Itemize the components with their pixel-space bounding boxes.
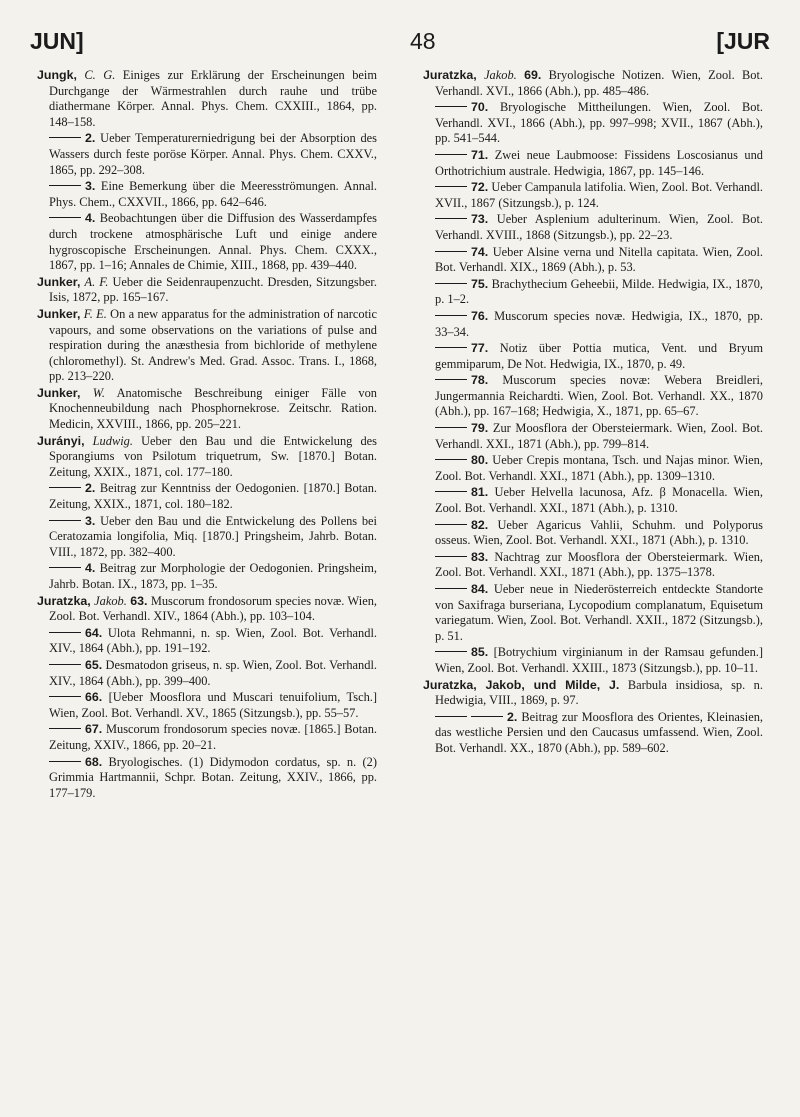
entry-author: Jurányi, — [37, 433, 85, 448]
entry-text: Ueber die Seidenraupenzucht. Dresden, Sitzungsber. Isis, 1872, pp. 165–167. — [49, 274, 377, 305]
entry-number: 84. — [471, 582, 489, 596]
bibliography-entry — [37, 755, 377, 802]
entry-number: 4. — [85, 561, 96, 576]
entry-text: [Botrychium virginianum in der Ramsau gefunden.] Wien, Zool. Bot. Verhandl. XXIII., 1873 (Sitzungsb.), pp. 10–11. — [435, 645, 763, 675]
entry-text: Ulota Rehmanni, n. sp. Wien, Zool. Bot. Verhandl. XIV., 1864 (Abh.), pp. 191–192. — [49, 625, 377, 656]
entry-text: Beitrag zur Kenntniss der Oedogonien. [1870.] Botan. Zeitung, XXIX., 1871, col. 180–182. — [49, 481, 377, 512]
bibliography-entry — [423, 678, 763, 709]
continuation-dash — [49, 567, 81, 568]
page-number: 48 — [410, 28, 436, 54]
entry-author-name: W. — [92, 385, 105, 400]
header-right: [JUR — [716, 28, 770, 54]
entry-number: 75. — [471, 276, 489, 291]
bibliography-entry — [37, 561, 377, 592]
entry-text: Zur Moosflora der Obersteiermark. Wien, Zool. Bot. Verhandl. XXI., 1871 (Abh.), pp. 799–814. — [435, 421, 763, 451]
continuation-dash — [435, 186, 467, 187]
entry-text: Ueber Asplenium adulterinum. Wien, Zool. Bot. Verhandl. XVIII., 1868 (Sitzungsb.), pp. 22–23. — [435, 212, 763, 242]
entry-number: 2. — [85, 481, 96, 496]
entry-number: 85. — [471, 645, 489, 660]
entry-author-name: Jakob. — [484, 68, 517, 82]
entry-number: 78. — [471, 373, 489, 388]
continuation-dash — [49, 185, 81, 186]
entry-number: 65. — [85, 657, 103, 672]
continuation-dash — [49, 520, 81, 521]
continuation-dash — [49, 487, 81, 488]
bibliography-entry — [423, 309, 763, 340]
bibliography-entry — [37, 211, 377, 273]
entry-number: 83. — [471, 549, 489, 564]
continuation-dash — [49, 217, 81, 218]
entry-author: Junker, — [37, 306, 81, 321]
bibliography-entry — [423, 68, 763, 99]
continuation-dash — [435, 218, 467, 219]
bibliography-entry — [37, 434, 377, 481]
continuation-dash — [49, 632, 81, 633]
bibliography-entry — [37, 626, 377, 657]
bibliography-entry — [423, 453, 763, 484]
continuation-dash — [435, 556, 467, 557]
entry-text: Ueber Agaricus Vahlii, Schuhm. und Polyporus osseus. Wien, Zool. Bot. Verhandl. XXI., 1871 (Abh.), p. 1310. — [435, 517, 764, 548]
bibliography-entry — [423, 148, 763, 179]
entry-text: Ueber Campanula latifolia. Wien, Zool. Bot. Verhandl. XVII., 1867 (Sitzungsb.), p. 124. — [435, 180, 763, 210]
bibliography-entry — [423, 277, 763, 308]
bibliography-entry — [423, 212, 763, 243]
entry-author-name: Jakob. — [94, 593, 127, 608]
entry-text: Brachythecium Geheebii, Milde. Hedwigia, IX., 1870, p. 1–2. — [435, 276, 763, 307]
entry-text: Anatomische Beschreibung einiger Fälle von Knochenneubildung nach Phosphornekrose. Zeitschr. Ration. Medicin, XXVIII., 1866, pp. 205–221. — [49, 385, 377, 432]
bibliography-entry — [37, 179, 377, 210]
entry-text: Beobachtungen über die Diffusion des Wasserdampfes durch trockene atmosphärische Luft und einige andere hygroscopische Erscheinungen. Annal. Phys. Chem. CXXX., 1867, pp. 1–16; Annales de Chimie, XIII., 1868, pp. 439–440. — [49, 211, 377, 273]
entry-text: Ueber den Bau und die Entwickelung des Sporangiums von Psilotum triquetrum, Sw. [1870.] Botan. Zeitung, XXIX., 1871, col. 177–180. — [49, 433, 377, 479]
entry-text: Muscorum frondosorum species novæ. Wien, Zool. Bot. Verhandl. XIV., 1864 (Abh.), pp. 103–104. — [49, 593, 377, 624]
bibliography-entry — [37, 275, 377, 306]
bibliography-entry — [37, 386, 377, 433]
entry-text: Bryologische Mittheilungen. Wien, Zool. Bot. Verhandl. XVI., 1866 (Abh.), pp. 997–998; XVII., 1867 (Abh.), pp. 541–544. — [435, 100, 763, 146]
bibliography-entry — [37, 658, 377, 689]
entry-text: Beitrag zur Morphologie der Oedogonien. Pringsheim, Jahrb. Botan. IX., 1873, pp. 1–35. — [49, 561, 377, 591]
entry-number: 3. — [85, 513, 96, 528]
entry-number: 76. — [471, 308, 489, 323]
continuation-dash — [435, 154, 467, 155]
continuation-dash — [49, 728, 81, 729]
continuation-dash — [49, 664, 81, 665]
continuation-dash — [49, 761, 81, 762]
entry-number: 71. — [471, 147, 489, 162]
entry-author: Junker, — [37, 385, 81, 400]
continuation-dash — [49, 137, 81, 138]
continuation-dash — [435, 524, 467, 525]
header-left: JUN] — [30, 28, 84, 54]
entry-number: 79. — [471, 421, 489, 436]
continuation-dash — [49, 696, 81, 697]
bibliography-entry — [37, 514, 377, 561]
continuation-dash — [435, 106, 467, 107]
continuation-dash — [435, 315, 467, 316]
entry-number: 67. — [85, 722, 103, 737]
bibliography-entry — [37, 722, 377, 753]
entry-text: [Ueber Moosflora und Muscari tenuifolium, Tsch.] Wien, Zool. Bot. Verhandl. XV., 1865 (Sitzungsb.), pp. 55–57. — [49, 690, 377, 720]
entry-number: 77. — [471, 341, 489, 356]
entry-text: Ueber Helvella lacunosa, Afz. β Monacella. Wien, Zool. Bot. Verhandl. XXI., 1871 (Abh.), p. 1310. — [435, 485, 763, 516]
entry-text: Ueber Alsine verna und Nitella capitata. Wien, Zool. Bot. Verhandl. XIX., 1869 (Abh.), p. 53. — [435, 244, 763, 275]
entry-text: On a new apparatus for the administration of narcotic vapours, and some observations on the variations of pulse and respiration during the anæsthesia from bichloride of methylene (chloromethyl). St. Andrew's Med. Grad. Assoc. Trans. I., 1868, pp. 213–220. — [49, 306, 377, 384]
entry-text: Eine Bemerkung über die Meeresströmungen. Annal. Phys. Chem., CXXVII., 1866, pp. 642–646. — [49, 179, 377, 209]
entry-text: Zwei neue Laubmoose: Fissidens Loscosianus und Orthotrichium australe. Hedwigia, 1867, pp. 145–146. — [435, 147, 763, 178]
entry-text: Bryologische Notizen. Wien, Zool. Bot. Verhandl. XVI., 1866 (Abh.), pp. 485–486. — [435, 68, 764, 98]
continuation-dash — [435, 459, 467, 460]
entry-text: Barbula insidiosa, sp. n. Hedwigia, VIII., 1869, p. 97. — [435, 677, 763, 708]
entry-text: Muscorum frondosorum species novæ. [1865.] Botan. Zeitung, XXIV., 1866, pp. 20–21. — [49, 722, 377, 752]
entry-number: 80. — [471, 453, 489, 468]
entry-author-name: A. F. — [84, 274, 109, 289]
entry-number: 2. — [507, 709, 518, 724]
entry-number: 74. — [471, 244, 489, 259]
bibliography-entry — [423, 373, 763, 420]
continuation-dash — [435, 347, 467, 348]
right-column — [423, 68, 763, 758]
entry-text: Bryologisches. (1) Didymodon cordatus, sp. n. (2) Grimmia Hartmannii, Schpr. Botan. Zeitung, XXIV., 1866, pp. 177–179. — [49, 754, 377, 800]
entry-text: Ueber Temperaturerniedrigung bei der Absorption des Wassers durch feste poröse Körper. Annal. Phys. Chem. CXXV., 1865, pp. 292–308. — [49, 131, 377, 177]
entry-text: Muscorum species novæ. Hedwigia, IX., 1870, pp. 33–34. — [435, 308, 763, 339]
entry-author: Junker, — [37, 274, 81, 289]
entry-author-name: Ludwig. — [92, 433, 133, 448]
entry-author: Jungk, — [37, 68, 77, 82]
entry-text: Ueber Crepis montana, Tsch. und Najas minor. Wien, Zool. Bot. Verhandl. XXI., 1871 (Abh.), pp. 1309–1310. — [435, 453, 763, 483]
entry-author-name: C. G. — [84, 68, 116, 82]
bibliography-entry — [37, 690, 377, 721]
bibliography-entry — [37, 481, 377, 512]
continuation-dash — [435, 651, 467, 652]
page-header — [30, 28, 770, 58]
bibliography-entry — [423, 180, 763, 211]
entry-text: Notiz über Pottia mutica, Vent. und Bryum gemmiparum, De Not. Hedwigia, IX., 1870, p. 49. — [435, 341, 763, 371]
continuation-dash — [471, 716, 503, 717]
entry-text: Beitrag zur Moosflora des Orientes, Kleinasien, das westliche Persien und den Caucasus umfassend. Wien, Zool. Bot. Verhandl. XX., 1870 (Abh.), pp. 589–602. — [435, 709, 763, 755]
entry-number: 64. — [85, 625, 103, 640]
bibliography-entry — [37, 68, 377, 130]
entry-author-name: F. E. — [83, 306, 107, 321]
continuation-dash — [435, 283, 467, 284]
entry-author: Juratzka, — [37, 593, 91, 608]
entry-number: 63. — [130, 593, 148, 608]
entry-text: Muscorum species novæ: Webera Breidleri, Jungermannia Reichardti. Wien, Zool. Bot. Verhandl. XX., 1870 (Abh.), pp. 167–168; Hedwigia, X., 1871, pp. 65–67. — [435, 373, 763, 419]
entry-text: Desmatodon griseus, n. sp. Wien, Zool. Bot. Verhandl. XIV., 1864 (Abh.), pp. 399–400. — [49, 657, 377, 688]
continuation-dash — [435, 251, 467, 252]
entry-text: Nachtrag zur Moosflora der Obersteiermark. Wien, Zool. Bot. Verhandl. XXI., 1871 (Abh.), pp. 1375–1378. — [435, 549, 763, 580]
entry-number: 68. — [85, 754, 103, 769]
entry-number: 73. — [471, 212, 489, 227]
entry-number: 4. — [85, 211, 96, 226]
continuation-dash — [435, 491, 467, 492]
entry-author: Juratzka, — [423, 68, 477, 82]
bibliography-entry — [37, 131, 377, 178]
bibliography-entry — [423, 582, 763, 644]
left-column — [37, 68, 377, 802]
bibliography-entry — [423, 550, 763, 581]
entry-number: 81. — [471, 485, 489, 500]
continuation-dash — [435, 427, 467, 428]
entry-number: 3. — [85, 179, 96, 194]
entry-text: Ueber den Bau und die Entwickelung des Pollens bei Ceratozamia longifolia, Miq. [1870.] Pringsheim, Jahrb. Botan. VIII., 1872, pp. 382–400. — [49, 513, 377, 559]
bibliography-entry — [37, 307, 377, 385]
entry-text: Ueber neue in Niederösterreich entdeckte Standorte von Saxifraga burseriana, Lycopodium complanatum, Equisetum variegatum. Wien, Zool. Bot. Verhandl. XXII., 1872 (Sitzungsb.), p. 51. — [435, 582, 763, 643]
entry-number: 2. — [85, 131, 96, 146]
entry-number: 70. — [471, 100, 489, 115]
bibliography-entry — [423, 100, 763, 147]
entry-number: 72. — [471, 180, 489, 195]
bibliography-entry — [423, 245, 763, 276]
entry-number: 66. — [85, 690, 103, 705]
continuation-dash — [435, 716, 467, 717]
continuation-dash — [435, 379, 467, 380]
bibliography-entry — [37, 594, 377, 625]
bibliography-entry — [423, 421, 763, 452]
entry-number: 82. — [471, 517, 489, 532]
continuation-dash — [435, 588, 467, 589]
bibliography-entry — [423, 710, 763, 757]
entry-text: Einiges zur Erklärung der Erscheinungen beim Durchgange der Wärmestrahlen durch rauhe und trübe diathermane Körper. Annal. Phys. Chem. CXXIII., 1864, pp. 148–158. — [49, 68, 377, 129]
bibliography-entry — [423, 341, 763, 372]
bibliography-entry — [423, 485, 763, 516]
bibliography-entry — [423, 518, 763, 549]
entry-author: Juratzka, Jakob, und Milde, J. — [423, 677, 620, 692]
entry-number: 69. — [524, 68, 542, 82]
bibliography-entry — [423, 645, 763, 676]
